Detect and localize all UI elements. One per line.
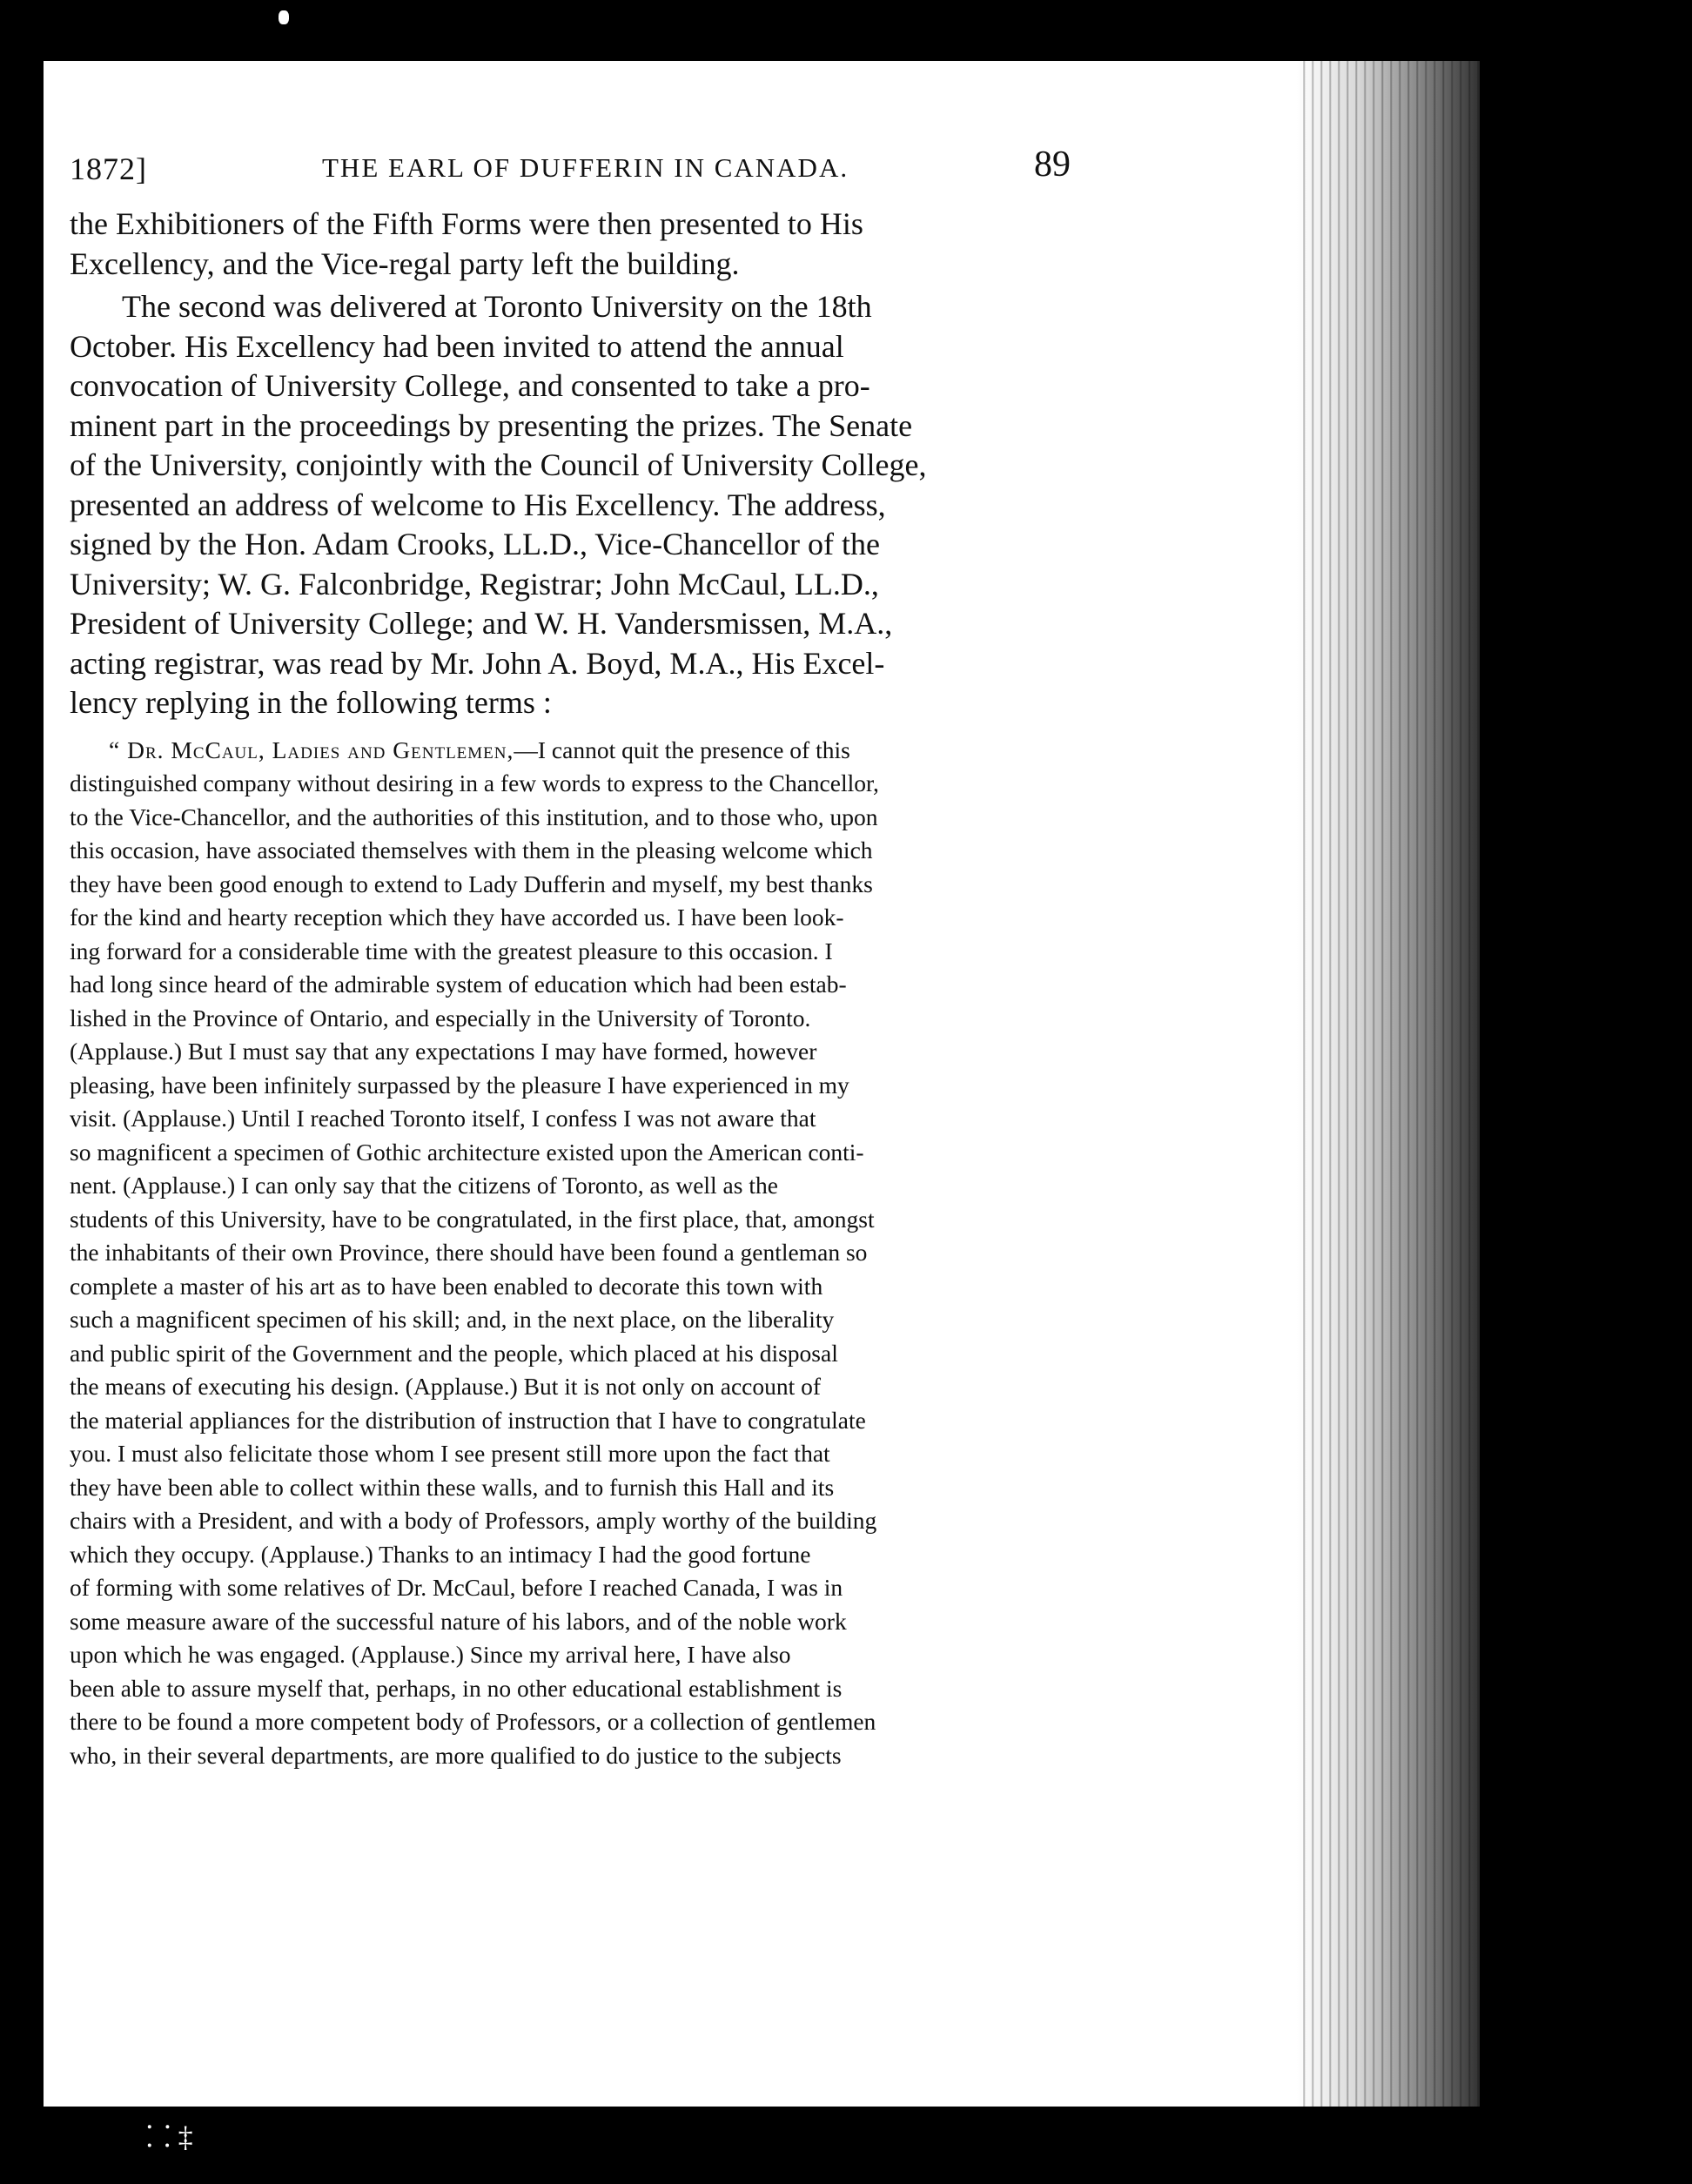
page-gutter-shadow [1297,61,1497,2107]
speech-first-line-rest: —I cannot quit the presence of this [514,736,850,763]
speech-line: there to be found a more competent body of Professors, or a collection of gentlemen [70,1708,876,1735]
scan-speck [279,10,289,24]
speech-line: chairs with a President, and with a body of Professors, amply worthy of the building [70,1507,877,1534]
speech-line: been able to assure myself that, perhaps, in no other educational establishment is [70,1674,843,1702]
speech-line: of forming with some relatives of Dr. McCaul, before I reached Canada, I was in [70,1574,843,1601]
speech-line: they have been good enough to extend to Lady Dufferin and myself, my best thanks [70,870,873,897]
speech-line: ing forward for a considerable time with the greatest pleasure to this occasion. I [70,937,833,964]
text-line: of the University, conjointly with the Council of University College, [70,447,927,482]
text-line: The second was delivered at Toronto University on the 18th [122,289,872,324]
speech-line: had long since heard of the admirable system of education which had been estab- [70,971,847,998]
speech-salutation: “ Dr. McCaul, Ladies and Gentlemen, [109,736,514,763]
speech-line: the material appliances for the distribution of instruction that I have to congratulate [70,1406,866,1434]
speech-line: this occasion, have associated themselves with them in the pleasing welcome which [70,837,873,864]
speech-line: pleasing, have been infinitely surpassed by the pleasure I have experienced in my [70,1071,849,1099]
scan-border-right [1480,61,1692,2107]
speech-line: so magnificent a specimen of Gothic architecture existed upon the American conti- [70,1138,864,1166]
page-number: 89 [1034,144,1071,185]
text-line: convocation of University College, and consented to take a pro- [70,368,870,403]
speech-quote [70,734,1071,1773]
scan-mark: ⸬ ‡ [146,2121,193,2154]
header-running-title: THE EARL OF DUFFERIN IN CANADA. [322,152,849,183]
speech-line: complete a master of his art as to have been enabled to decorate this town with [70,1272,823,1300]
text-line: October. His Excellency had been invited to attend the annual [70,328,844,364]
text-line: presented an address of welcome to His Excellency. The address, [70,487,886,522]
speech-line: such a magnificent specimen of his skill; and, in the next place, on the liberality [70,1306,835,1333]
text-line: minent part in the proceedings by presenting the prizes. The Senate [70,407,913,443]
speech-line: distinguished company without desiring in a few words to express to the Chancellor, [70,769,879,796]
page-body [70,205,1071,1772]
speech-first-line [70,734,1071,768]
speech-line: which they occupy. (Applause.) Thanks to an intimacy I had the good fortune [70,1540,811,1568]
speech-line: the inhabitants of their own Province, there should have been found a gentleman so [70,1239,868,1266]
text-line: acting registrar, was read by Mr. John A. Boyd, M.A., His Excel- [70,645,885,681]
speech-line: students of this University, have to be congratulated, in the first place, that, amongst [70,1205,875,1233]
speech-line: lished in the Province of Ontario, and especially in the University of Toronto. [70,1004,811,1032]
text-line: signed by the Hon. Adam Crooks, LL.D., Vice-Chancellor of the [70,527,880,561]
running-header [70,144,1071,196]
speech-line: (Applause.) But I must say that any expectations I may have formed, however [70,1038,817,1065]
speech-line: to the Vice-Chancellor, and the authorities of this institution, and to those who, upon [70,803,878,830]
text-line: University; W. G. Falconbridge, Registrar; John McCaul, LL.D., [70,566,879,601]
speech-line: nent. (Applause.) I can only say that the citizens of Toronto, as well as the [70,1172,778,1199]
text-line: the Exhibitioners of the Fifth Forms were then presented to His [70,206,863,241]
speech-line: upon which he was engaged. (Applause.) Since my arrival here, I have also [70,1641,791,1668]
speech-line: visit. (Applause.) Until I reached Toronto itself, I confess I was not aware that [70,1105,816,1132]
speech-line: some measure aware of the successful nature of his labors, and of the noble work [70,1607,847,1635]
speech-line: and public spirit of the Government and the people, which placed at his disposal [70,1339,838,1367]
speech-line: you. I must also felicitate those whom I see present still more upon the fact that [70,1440,830,1467]
speech-line: they have been able to collect within these walls, and to furnish this Hall and its [70,1473,835,1501]
text-line: President of University College; and W. H. Vandersmissen, M.A., [70,606,893,641]
speech-line: who, in their several departments, are more qualified to do justice to the subjects [70,1741,842,1769]
second-paragraph [70,287,1071,723]
speech-line: the means of executing his design. (Applause.) But it is not only on account of [70,1373,822,1400]
speech-line: for the kind and hearty reception which they have accorded us. I have been look- [70,904,844,931]
text-line: lency replying in the following terms : [70,685,552,720]
intro-paragraph [70,205,1071,284]
text-line: Excellency, and the Vice-regal party left the building. [70,245,740,281]
header-year: 1872] [70,151,147,186]
